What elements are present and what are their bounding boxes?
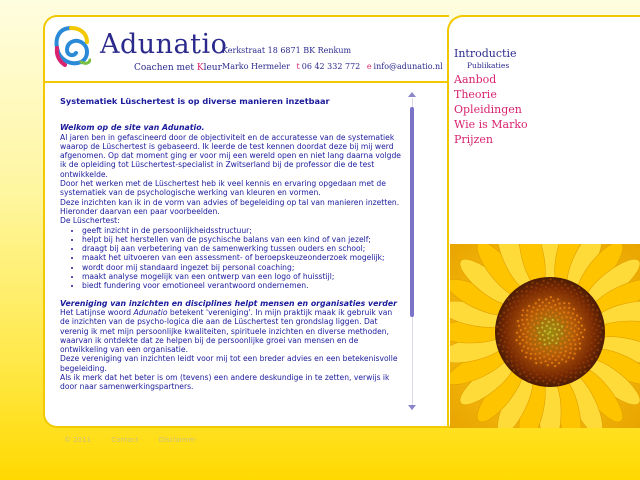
welcome-heading: Welkom op de site van Adunatio. xyxy=(60,123,205,133)
list-intro: De Lüschertest: xyxy=(60,216,120,226)
email-label: e xyxy=(366,62,372,71)
spacer xyxy=(60,291,402,299)
footer-disclaimer-link[interactable]: Disclaimer xyxy=(158,436,196,444)
list-item: • maakt analyse mogelijk van een ontwerp van een logo of huisstijl; xyxy=(82,272,402,281)
list-item: • helpt bij het herstellen van de psychische balans van een kind of van jezelf; xyxy=(82,235,402,244)
list-item: • wordt door mij standaard ingezet bij personal coaching; xyxy=(82,263,402,272)
paragraph-meaning: Het Latijnse woord Adunatio betekent 'vereniging'. In mijn praktijk maak ik gebruik van de inzichten van de psycho-logica die aan de Lüschertest ten grondslag liggen. Dat verenig ik met mijn persoonlijke kwaliteiten, spirituele inzichten en diverse methoden, waarvan ik ontdekte dat ze helpen bij de persoonlijke groei van mensen en de ontwikkeling van een organisatie. xyxy=(60,307,393,355)
nav-item-theorie[interactable]: Theorie xyxy=(454,88,497,101)
phone-label: t xyxy=(296,62,300,71)
paragraph-intro: Al jaren ben in gefascineerd door de objectiviteit en de accuratesse van de systematiek waarop de Lüschertest is gebaseerd. Ik leerde de test kennen doordat deze bij mij werd afgenomen. Op dat moment ging er voor mij een wereld open en niet lang daarna volgde ik de opleiding tot Lüschertest-specialist in Zwitserland bij de professor die de test ontwikkelde. xyxy=(60,132,401,179)
list-item: • geeft inzicht in de persoonlijkheidsstructuur; xyxy=(82,226,402,235)
footer xyxy=(64,436,214,444)
nav-item-opleidingen[interactable]: Opleidingen xyxy=(454,103,522,116)
benefits-list xyxy=(60,226,402,291)
logo-swirl-icon xyxy=(51,24,91,70)
nav-subitem-publikaties[interactable]: Publikaties xyxy=(467,61,510,70)
paragraph-referral: Als ik merk dat het beter is om (tevens) een andere deskundige in te zetten, verwijs ik door naar samenwerkingspartners. xyxy=(60,373,390,392)
list-item: • biedt fundering voor emotioneel verantwoord ondernemen. xyxy=(82,281,402,290)
article xyxy=(60,97,402,392)
nav-item-wie-is-marko[interactable]: Wie is Marko xyxy=(454,118,528,131)
nav-item-aanbod[interactable]: Aanbod xyxy=(454,73,497,86)
contact-person: Marko Hermeler xyxy=(222,62,290,71)
nav-item-prijzen[interactable]: Prijzen xyxy=(454,133,493,146)
article-title: Systematiek Lüschertest is op diverse manieren inzetbaar xyxy=(60,96,330,106)
email-link[interactable]: info@adunatio.nl xyxy=(373,62,443,71)
nav-item-introductie[interactable]: Introductie xyxy=(454,47,517,60)
header-divider xyxy=(45,81,449,83)
address: Kerkstraat 18 6871 BK Renkum xyxy=(222,46,352,55)
brand-tagline: Coachen met Kleur xyxy=(134,63,222,73)
phone-number: 06 42 332 772 xyxy=(301,62,361,71)
scroll-up-arrow-icon[interactable] xyxy=(408,92,416,97)
list-item: • maakt het uitvoeren van een assessment- of beroepskeuzeonderzoek mogelijk; xyxy=(82,253,402,262)
scrollbar-thumb[interactable] xyxy=(410,107,414,317)
footer-contact-link[interactable]: Contact xyxy=(111,436,139,444)
paragraph-experience: Door het werken met de Lüschertest heb ik veel kennis en ervaring opgedaan met de systematiek van de psychologische werking van kleuren en vormen. xyxy=(60,179,386,198)
main-nav xyxy=(454,46,528,147)
contact-line xyxy=(222,62,443,71)
paragraph-advice: Deze vereniging van inzichten leidt voor mij tot een breder advies en een betekenisvolle begeleiding. xyxy=(60,354,398,373)
scroll-down-arrow-icon[interactable] xyxy=(408,405,416,410)
list-item: • draagt bij aan verbetering van de samenwerking tussen ouders en school; xyxy=(82,244,402,253)
sunflower-image xyxy=(450,244,640,428)
footer-copyright: © 2011 xyxy=(64,436,92,444)
paragraph-insights: Deze inzichten kan ik in de vorm van advies of begeleiding op tal van manieren inzetten. Hieronder daarvan een paar voorbeelden. xyxy=(60,197,400,216)
section-heading: Vereniging van inzichten en disciplines helpt mensen en organisaties verder xyxy=(60,298,397,308)
brand-name: Adunatio xyxy=(100,29,228,60)
